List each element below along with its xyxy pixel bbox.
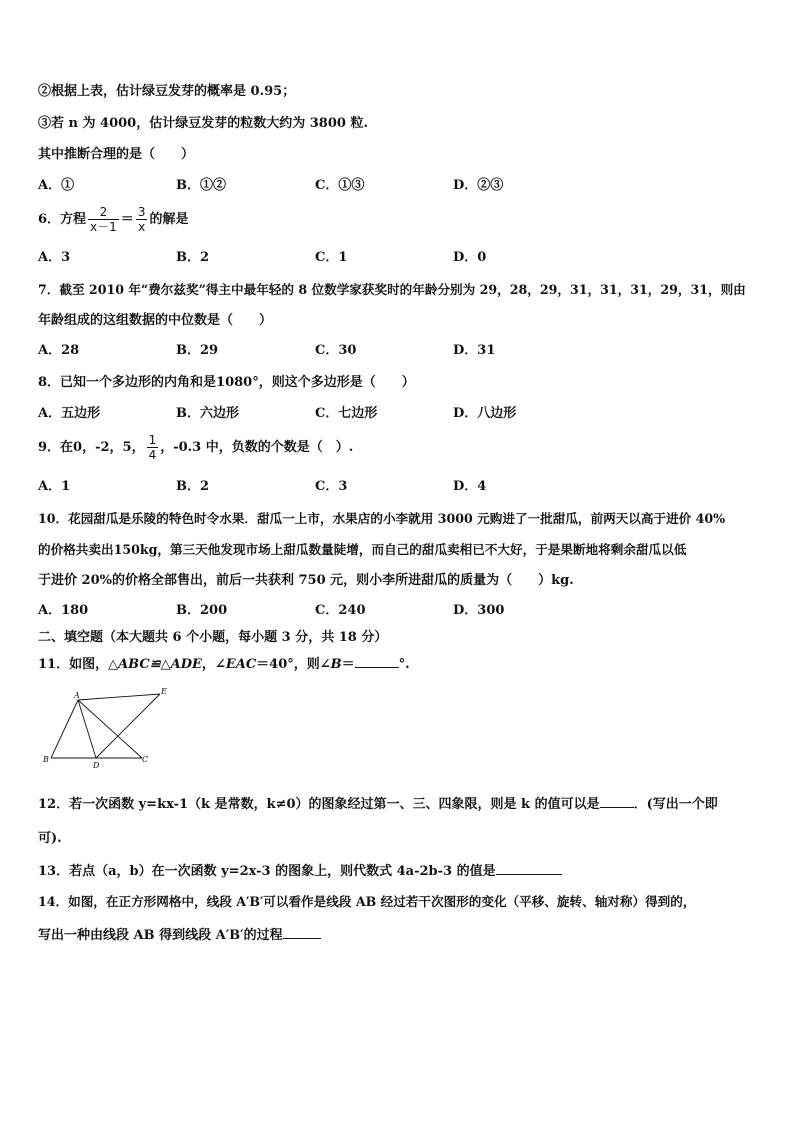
- question-11: [38, 655, 410, 674]
- q7-option-c: C．30: [315, 343, 357, 358]
- question-7-line-1: 7．截至 2010 年“费尔兹奖”得主中最年轻的 8 位数学家获奖时的年龄分别为 29，28，29，31，31，31，29，31，则由: [38, 282, 746, 297]
- q12-text: 12．若一次函数 y=kx-1（k 是常数，k≠0）的图象经过第一、三、四象限，则是 k 的值可以是: [38, 797, 600, 812]
- q6-fraction-2: [136, 205, 148, 234]
- label-d: D: [93, 761, 100, 770]
- q7-option-d: D．31: [453, 343, 496, 358]
- q6-f1-denominator: x－1: [90, 220, 117, 234]
- question-14-line-2: [38, 926, 321, 945]
- question-6: [38, 205, 188, 235]
- question-5-stem: 其中推断合理的是（ ）: [38, 147, 195, 162]
- label-a: A: [74, 691, 80, 700]
- q9-option-d: D．4: [453, 479, 487, 494]
- q6-fraction-1: [88, 205, 119, 234]
- q7-option-a: A．28: [38, 343, 80, 358]
- q11-angle-value: ＝40°，则: [256, 657, 320, 672]
- label-c: C: [142, 755, 149, 764]
- question-10-line-1: 10．花园甜瓜是乐陵的特色时令水果．甜瓜一上市，水果店的小李就用 3000 元购进了一批甜瓜，前两天以高于进价 40%: [38, 511, 726, 526]
- q8-option-d: D．八边形: [453, 406, 517, 421]
- label-b: B: [43, 755, 49, 764]
- q9-option-b: B．2: [176, 479, 210, 494]
- q13-answer-blank: [496, 862, 562, 875]
- q14-answer-blank: [283, 926, 321, 939]
- q11-comma: ，: [201, 657, 215, 672]
- q8-option-a: A．五边形: [38, 406, 101, 421]
- q5-option-c: C．①③: [315, 178, 365, 193]
- q7-option-b: B．29: [176, 343, 219, 358]
- q10-option-c: C．240: [315, 603, 366, 618]
- question-10-line-2: 的价格共卖出150kg，第三天他发现市场上甜瓜数量陡增，而自己的甜瓜卖相已不大好，于是果断地将剩余甜瓜以低: [38, 542, 687, 557]
- q6-f2-denominator: x: [136, 219, 148, 234]
- q12-text-end: ．(写出一个即: [633, 797, 718, 812]
- q11-prefix: 11．如图，: [38, 657, 109, 672]
- q11-degree: °.: [398, 657, 410, 672]
- q11-angle-b: ∠B: [319, 657, 342, 672]
- q9-option-c: C．3: [315, 479, 348, 494]
- statement-2: ②根据上表，估计绿豆发芽的概率是 0.95；: [38, 84, 296, 99]
- q8-option-c: C．七边形: [315, 406, 378, 421]
- question-10-line-3: 于进价 20%的价格全部售出，前后一共获利 750 元，则小李所进甜瓜的质量为（ ）kg.: [38, 573, 574, 588]
- q8-option-b: B．六边形: [176, 406, 239, 421]
- edge-ab: [51, 700, 78, 758]
- section-2-heading: 二、填空题（本大题共 6 个小题，每小题 3 分，共 18 分）: [38, 630, 388, 645]
- question-14-line-1: 14．如图，在正方形网格中，线段 A′B′可以看作是线段 AB 经过若干次图形的变化（平移、旋转、轴对称）得到的，: [38, 894, 696, 909]
- q6-option-d: D．0: [453, 250, 487, 265]
- q6-option-b: B．2: [176, 250, 210, 265]
- edge-ae: [78, 694, 160, 700]
- q6-suffix: 的解是: [149, 212, 189, 227]
- triangle-figure: [38, 688, 168, 770]
- question-7-line-2: 年龄组成的这组数据的中位数是（ ）: [38, 313, 273, 328]
- q9-option-a: A．1: [38, 479, 71, 494]
- question-8: 8．已知一个多边形的内角和是1080°，则这个多边形是（ ）: [38, 375, 415, 390]
- q6-prefix: 6．方程: [38, 212, 87, 227]
- q12-answer-blank: [600, 795, 634, 808]
- q5-option-a: A．①: [38, 178, 75, 193]
- question-12-line-2: 可).: [38, 831, 62, 846]
- q10-option-d: D．300: [453, 603, 505, 618]
- q6-f2-numerator: 3: [137, 205, 146, 219]
- statement-3: ③若 n 为 4000，估计绿豆发芽的粒数大约为 3800 粒.: [38, 116, 368, 131]
- q13-text: 13．若点（a，b）在一次函数 y=2x-3 的图象上，则代数式 4a-2b-3 的值是: [38, 864, 496, 879]
- q5-option-d: D．②③: [453, 178, 504, 193]
- edge-ac: [78, 700, 142, 758]
- q6-option-a: A．3: [38, 250, 71, 265]
- q10-option-a: A．180: [38, 603, 89, 618]
- q9-prefix: 9．在0，-2，5，: [38, 440, 145, 455]
- q9-fraction: [147, 433, 159, 462]
- q11-equals: ＝: [341, 657, 355, 672]
- q14-text: 写出一种由线段 AB 得到线段 A′B′的过程: [38, 928, 283, 943]
- q9-suffix: ，-0.3 中，负数的个数是（ ）.: [160, 440, 354, 455]
- q9-numerator: 1: [148, 433, 157, 447]
- question-13: [38, 862, 562, 881]
- q11-congruence: △ABC≌△ADE: [108, 657, 202, 672]
- question-9: [38, 433, 353, 463]
- label-e: E: [161, 688, 167, 696]
- q10-option-b: B．200: [176, 603, 228, 618]
- q6-option-c: C．1: [315, 250, 348, 265]
- question-12-line-1: [38, 795, 718, 814]
- edge-de: [96, 694, 160, 758]
- q6-equals: ＝: [120, 212, 134, 227]
- q11-angle-eac: ∠EAC: [214, 657, 257, 672]
- q9-denominator: 4: [148, 448, 157, 462]
- q11-answer-blank: [355, 655, 399, 668]
- q6-f1-numerator: 2: [99, 205, 108, 219]
- q5-option-b: B．①②: [176, 178, 226, 193]
